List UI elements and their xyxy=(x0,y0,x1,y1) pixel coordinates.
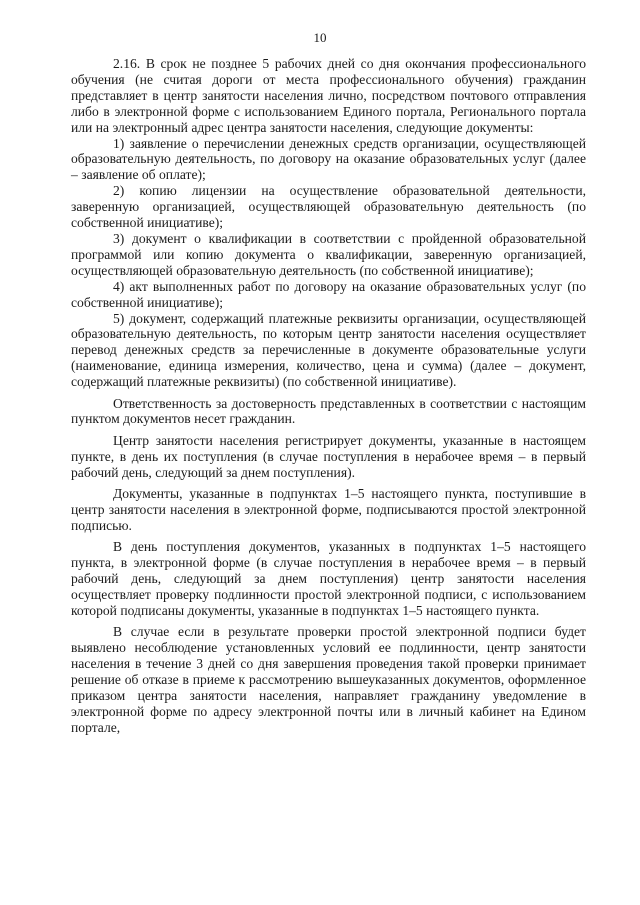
list-item-2-license-copy: 2) копию лицензии на осуществление образовательной деятельности, заверенную организацией, осуществляющей образовательную деятельность (по собственной инициативе); xyxy=(71,183,586,231)
paragraph-electronic-signature: Документы, указанные в подпунктах 1–5 настоящего пункта, поступившие в центр занятости населения в электронной форме, подписываются простой электронной подписью. xyxy=(71,486,586,533)
paragraph-2-16-intro: 2.16. В срок не позднее 5 рабочих дней со дня окончания профессионального обучения (не считая дороги от места профессионального обучения) гражданин представляет в центр занятости населения лично, посредством почтового отправления либо в электронной форме с использованием Единого портала, Регионального портала или на электронный адрес центра занятости населения, следующие документы: xyxy=(71,56,586,135)
document-body xyxy=(71,56,586,736)
paragraph-registration: Центр занятости населения регистрирует документы, указанные в настоящем пункте, в день их поступления (в случае поступления в нерабочее время – в первый рабочий день, следующий за днем поступления). xyxy=(71,432,586,480)
list-item-5-payment-details: 5) документ, содержащий платежные реквизиты организации, осуществляющей образовательную деятельность, по которым центр занятости населения осуществляет перевод денежных средств за перечисленные в документе образовательные услуги (наименование, единица измерения, количество, цена и сумма) (далее – документ, содержащий платежные реквизиты) (по собственной инициативе). xyxy=(71,310,586,390)
page-number: 10 xyxy=(313,30,327,45)
list-item-4-work-act: 4) акт выполненных работ по договору на оказание образовательных услуг (по собственной инициативе); xyxy=(71,278,586,310)
list-item-1-application: 1) заявление о перечислении денежных средств организации, осуществляющей образовательную деятельность, по договору на оказание образовательных услуг (далее – заявление об оплате); xyxy=(71,135,586,183)
paragraph-verification-failure: В случае если в результате проверки простой электронной подписи будет выявлено несоблюдение установленных условий ее подлинности, центр занятости населения в течение 3 дней со дня завершения проведения такой проверки принимает решение об отказе в приеме к рассмотрению вышеуказанных документов, оформленное приказом центра занятости населения, направляет гражданину уведомление в электронной форме по адресу электронной почты или в личный кабинет на Едином портале, xyxy=(71,624,586,735)
paragraph-responsibility: Ответственность за достоверность представленных в соответствии с настоящим пунктом документов несет гражданин. xyxy=(71,395,586,427)
list-item-3-qualification-document: 3) документ о квалификации в соответствии с пройденной образовательной программой или копию документа о квалификации, заверенную организацией, осуществляющей образовательную деятельность (по собственной инициативе); xyxy=(71,230,586,278)
paragraph-signature-verification: В день поступления документов, указанных в подпунктах 1–5 настоящего пункта, в электронной форме (в случае поступления в нерабочее время – в первый рабочий день, следующий за днем поступления) центр занятости населения осуществляет проверку подлинности простой электронной подписи, с использованием которой подписаны документы, указанные в подпунктах 1–5 настоящего пункта. xyxy=(71,539,586,618)
